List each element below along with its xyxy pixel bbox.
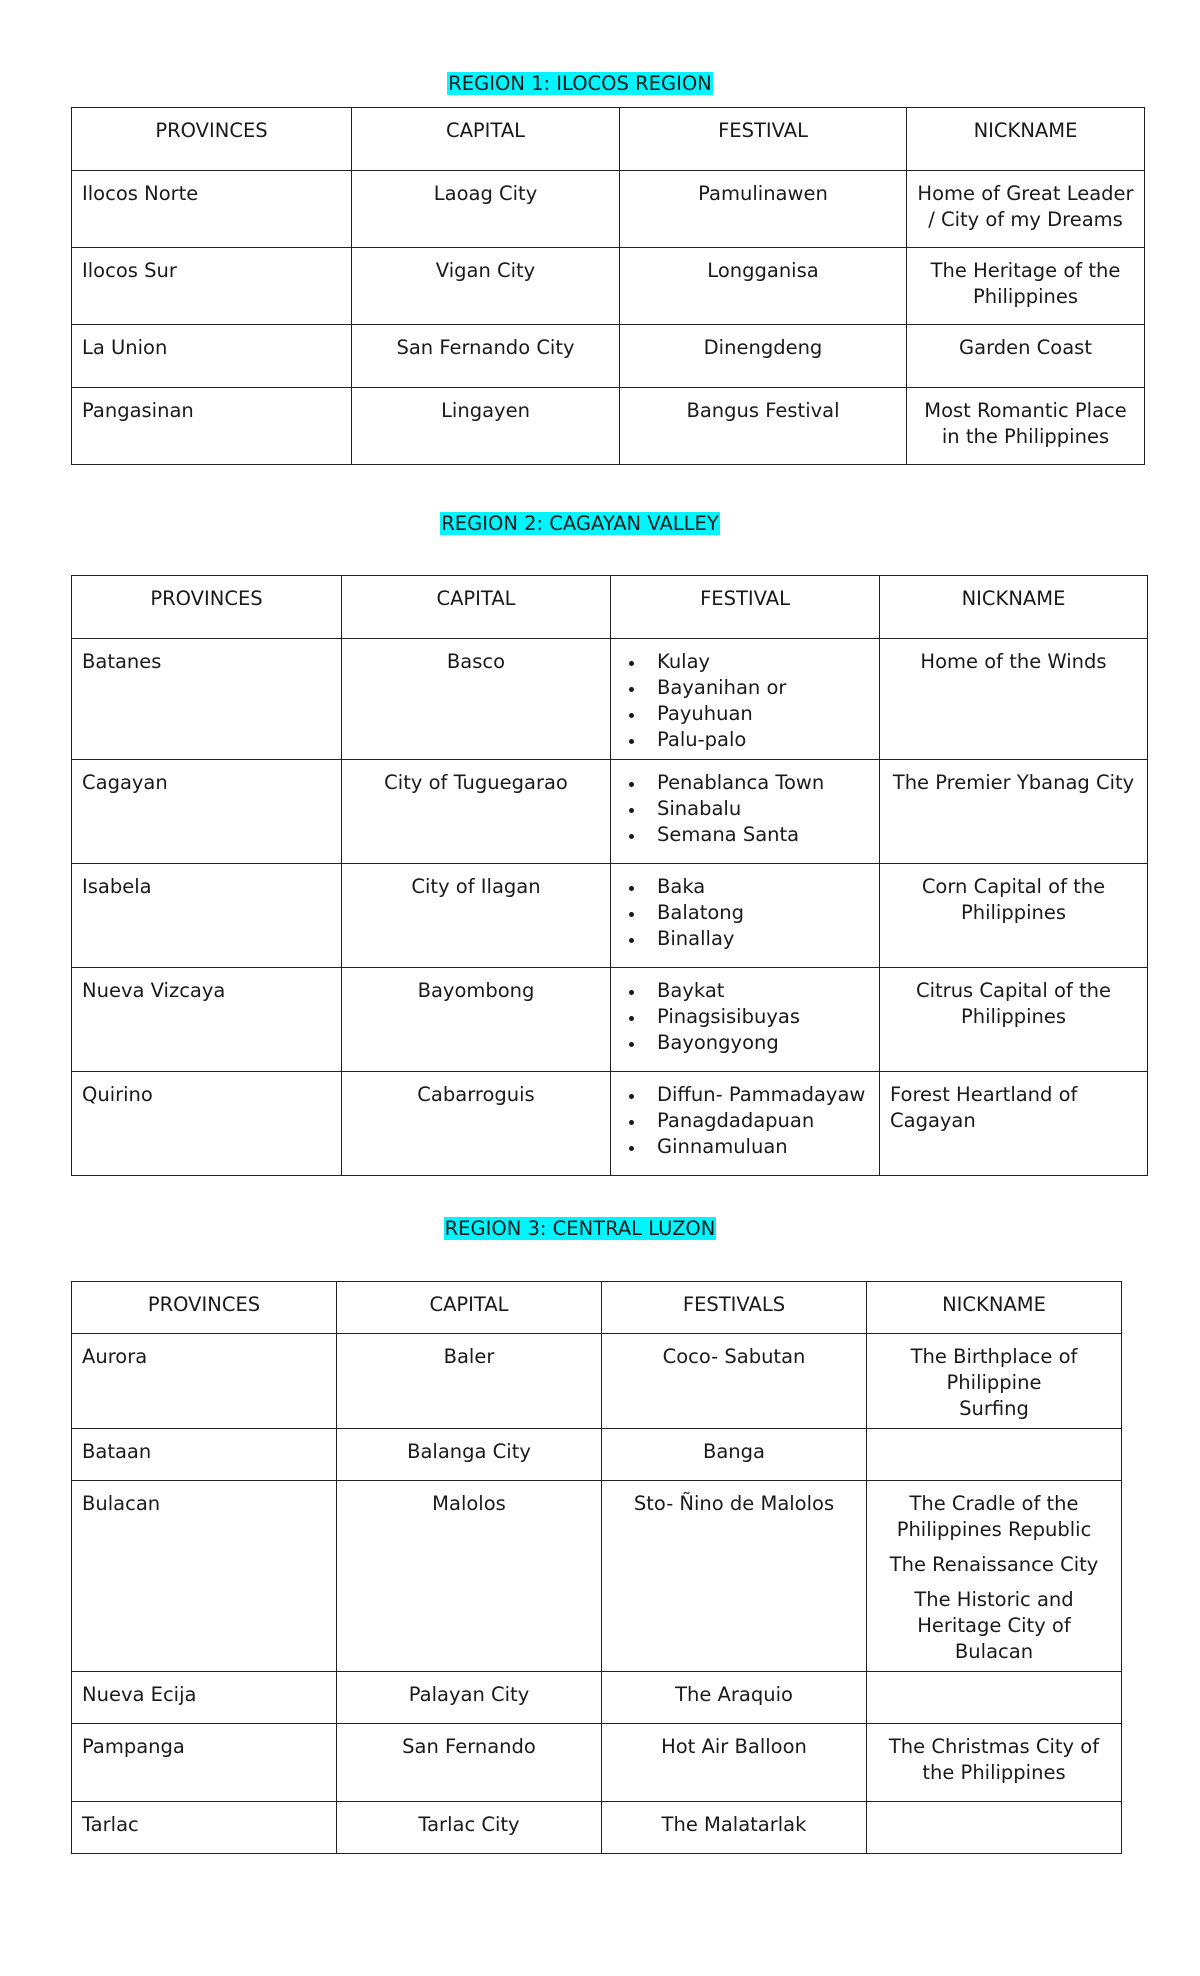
nickname-cell: Home of the Winds — [880, 639, 1148, 760]
table-row — [72, 248, 1145, 325]
table-row — [72, 864, 1148, 968]
table-row — [72, 1429, 1122, 1481]
region-1-title-text: REGION 1: ILOCOS REGION — [448, 72, 712, 95]
table-row — [72, 388, 1145, 465]
province-cell: Cagayan — [72, 760, 342, 864]
list-item: Panagdadapuan — [621, 1108, 869, 1134]
table-row — [72, 1334, 1122, 1429]
list-item: Baykat — [621, 978, 869, 1004]
festival-cell: Hot Air Balloon — [602, 1724, 867, 1802]
province-cell: Ilocos Norte — [72, 171, 352, 248]
capital-cell: Laoag City — [352, 171, 620, 248]
table-row — [72, 760, 1148, 864]
list-item: Balatong — [621, 900, 869, 926]
capital-cell: City of Ilagan — [342, 864, 611, 968]
province-cell: Pampanga — [72, 1724, 337, 1802]
capital-cell: Bayombong — [342, 968, 611, 1072]
list-item: Bayongyong — [621, 1030, 869, 1056]
festival-list — [621, 649, 869, 753]
festival-cell: The Araquio — [602, 1672, 867, 1724]
list-item: Penablanca Town — [621, 770, 869, 796]
list-item: Baka — [621, 874, 869, 900]
table-row — [72, 639, 1148, 760]
nickname-line: The Christmas City of the Philippines — [888, 1735, 1100, 1784]
nickname-cell: Home of Great Leader / City of my Dreams — [907, 171, 1145, 248]
column-header: CAPITAL — [337, 1282, 602, 1334]
festival-cell — [611, 864, 880, 968]
list-item: Palu-palo — [621, 727, 869, 753]
table-header-row — [72, 1282, 1122, 1334]
list-item: Sinabalu — [621, 796, 869, 822]
table-row — [72, 1481, 1122, 1672]
table-row — [72, 1072, 1148, 1176]
festival-cell: Longganisa — [620, 248, 907, 325]
nickname-line: The Historic and Heritage City of Bulacan — [914, 1588, 1074, 1663]
list-item: Payuhuan — [621, 701, 869, 727]
festival-cell: Banga — [602, 1429, 867, 1481]
nickname-cell: Most Romantic Place in the Philippines — [907, 388, 1145, 465]
nickname-cell — [867, 1802, 1122, 1854]
nickname-cell — [867, 1672, 1122, 1724]
column-header: CAPITAL — [352, 108, 620, 171]
capital-cell: San Fernando City — [352, 325, 620, 388]
nickname-cell: Garden Coast — [907, 325, 1145, 388]
province-cell: Nueva Ecija — [72, 1672, 337, 1724]
festival-cell: Bangus Festival — [620, 388, 907, 465]
table-row — [72, 171, 1145, 248]
festival-list — [621, 1082, 869, 1160]
region-2-title — [0, 511, 1160, 537]
table-header-row — [72, 108, 1145, 171]
festival-cell: Dinengdeng — [620, 325, 907, 388]
list-item: Diffun- Pammadayaw — [621, 1082, 869, 1108]
capital-cell: Baler — [337, 1334, 602, 1429]
province-cell: Pangasinan — [72, 388, 352, 465]
table-row — [72, 1672, 1122, 1724]
province-cell: Aurora — [72, 1334, 337, 1429]
festival-cell — [611, 760, 880, 864]
nickname-line: The Cradle of the Philippines Republic — [896, 1492, 1092, 1541]
capital-cell: Lingayen — [352, 388, 620, 465]
table-row — [72, 325, 1145, 388]
nickname-cell: The Premier Ybanag City — [880, 760, 1148, 864]
festival-cell: Coco- Sabutan — [602, 1334, 867, 1429]
festival-cell — [611, 1072, 880, 1176]
region-2-title-text: REGION 2: CAGAYAN VALLEY — [441, 512, 719, 535]
column-header: PROVINCES — [72, 576, 342, 639]
region-1-title — [0, 71, 1160, 97]
table-row — [72, 1724, 1122, 1802]
nickname-cell — [867, 1429, 1122, 1481]
capital-cell: Malolos — [337, 1481, 602, 1672]
festival-list — [621, 874, 869, 952]
province-cell: La Union — [72, 325, 352, 388]
region-3-title — [0, 1216, 1160, 1242]
festival-list — [621, 978, 869, 1056]
column-header: FESTIVALS — [602, 1282, 867, 1334]
capital-cell: Tarlac City — [337, 1802, 602, 1854]
province-cell: Batanes — [72, 639, 342, 760]
column-header: PROVINCES — [72, 1282, 337, 1334]
province-cell: Isabela — [72, 864, 342, 968]
festival-list — [621, 770, 869, 848]
list-item: Pinagsisibuyas — [621, 1004, 869, 1030]
nickname-cell: Corn Capital of the Philippines — [880, 864, 1148, 968]
nickname-cell — [867, 1724, 1122, 1802]
nickname-line: The Renaissance City — [889, 1553, 1099, 1576]
column-header: NICKNAME — [907, 108, 1145, 171]
capital-cell: Balanga City — [337, 1429, 602, 1481]
list-item: Binallay — [621, 926, 869, 952]
column-header: PROVINCES — [72, 108, 352, 171]
table-header-row — [72, 576, 1148, 639]
province-cell: Nueva Vizcaya — [72, 968, 342, 1072]
province-cell: Quirino — [72, 1072, 342, 1176]
festival-cell — [611, 639, 880, 760]
province-cell: Bataan — [72, 1429, 337, 1481]
region-2-table — [71, 575, 1148, 1176]
column-header: NICKNAME — [880, 576, 1148, 639]
region-3-table — [71, 1281, 1122, 1854]
table-row — [72, 968, 1148, 1072]
nickname-cell: Forest Heartland of Cagayan — [880, 1072, 1148, 1176]
nickname-line: Surfing — [959, 1397, 1029, 1420]
festival-cell: Pamulinawen — [620, 171, 907, 248]
nickname-cell — [867, 1334, 1122, 1429]
region-3-title-text: REGION 3: CENTRAL LUZON — [444, 1217, 716, 1240]
nickname-line: Philippine — [946, 1371, 1042, 1394]
province-cell: Ilocos Sur — [72, 248, 352, 325]
festival-cell — [611, 968, 880, 1072]
list-item: Kulay — [621, 649, 869, 675]
nickname-cell — [867, 1481, 1122, 1672]
capital-cell: City of Tuguegarao — [342, 760, 611, 864]
province-cell: Tarlac — [72, 1802, 337, 1854]
list-item: Bayanihan or — [621, 675, 869, 701]
capital-cell: Palayan City — [337, 1672, 602, 1724]
capital-cell: Vigan City — [352, 248, 620, 325]
province-cell: Bulacan — [72, 1481, 337, 1672]
column-header: CAPITAL — [342, 576, 611, 639]
nickname-line: The Birthplace of — [910, 1345, 1078, 1368]
column-header: NICKNAME — [867, 1282, 1122, 1334]
festival-cell: The Malatarlak — [602, 1802, 867, 1854]
capital-cell: San Fernando — [337, 1724, 602, 1802]
table-row — [72, 1802, 1122, 1854]
region-1-table — [71, 107, 1145, 465]
festival-cell: Sto- Ñino de Malolos — [602, 1481, 867, 1672]
column-header: FESTIVAL — [620, 108, 907, 171]
nickname-cell: Citrus Capital of the Philippines — [880, 968, 1148, 1072]
nickname-cell: The Heritage of the Philippines — [907, 248, 1145, 325]
capital-cell: Basco — [342, 639, 611, 760]
list-item: Semana Santa — [621, 822, 869, 848]
capital-cell: Cabarroguis — [342, 1072, 611, 1176]
column-header: FESTIVAL — [611, 576, 880, 639]
list-item: Ginnamuluan — [621, 1134, 869, 1160]
